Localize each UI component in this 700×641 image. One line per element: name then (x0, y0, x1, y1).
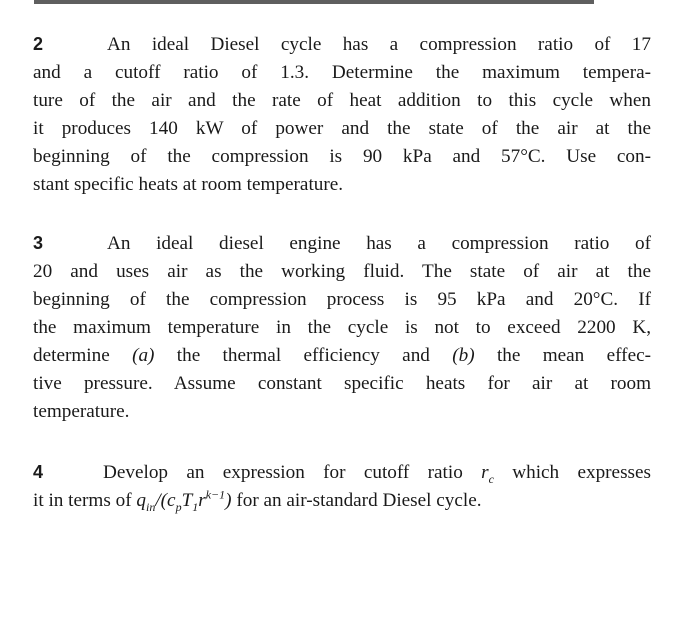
problem-2-line-1 (33, 30, 651, 59)
problem-3-line-1 (33, 229, 651, 258)
problem-number: 3 (33, 233, 44, 253)
problem-2-line-6: stant specific heats at room temperature. (33, 174, 344, 195)
cutoff-ratio-symbol: $r_c$ (481, 462, 494, 486)
problem-3-line-7: temperature. (33, 401, 130, 422)
problem-3-line-3: beginning of the compression process is 95 kPa and 20°C. If (33, 289, 651, 310)
problem-4 (33, 458, 651, 515)
problem-3-line-4: the maximum temperature in the cycle is not to exceed 2200 K, (33, 317, 651, 338)
problem-2-line-3: ture of the air and the rate of heat addition to this cycle when (33, 90, 651, 111)
problem-3-line-6: tive pressure. Assume constant specific heats for air at room (33, 373, 651, 394)
problem-2-line-5: beginning of the compression is 90 kPa and 57°C. Use con- (33, 146, 651, 167)
expression: $q_{in}/(c_pT_1r^{k-1})$ (136, 487, 232, 514)
problem-2-line-4: it produces 140 kW of power and the state of the air at the (33, 118, 651, 139)
problem-text: An ideal Diesel cycle has a compression ratio of 17 (107, 34, 651, 55)
problem-number: 4 (33, 462, 44, 482)
problem-2-line-2: and a cutoff ratio of 1.3. Determine the maximum tempera- (33, 62, 651, 83)
problem-4-line-2: it in terms of $q_{in}/(c_pT_1r^{k-1})$ for an air-standard Diesel cycle. (33, 487, 482, 514)
problem-text: An ideal diesel engine has a compression ratio of (107, 233, 651, 254)
problem-3-line-5: determine (a) the thermal efficiency and (b) the mean effec- (33, 345, 651, 366)
cropped-top-line (34, 0, 594, 4)
problem-3 (33, 229, 651, 426)
problem-text: Develop an expression for cutoff ratio (103, 462, 482, 483)
problem-4-line-1: 4 Develop an expression for cutoff ratio $r_c$ which expresses (33, 458, 651, 487)
problem-number: 2 (33, 34, 44, 54)
problem-2 (33, 30, 651, 199)
problem-3-line-2: 20 and uses air as the working fluid. The state of air at the (33, 261, 651, 282)
